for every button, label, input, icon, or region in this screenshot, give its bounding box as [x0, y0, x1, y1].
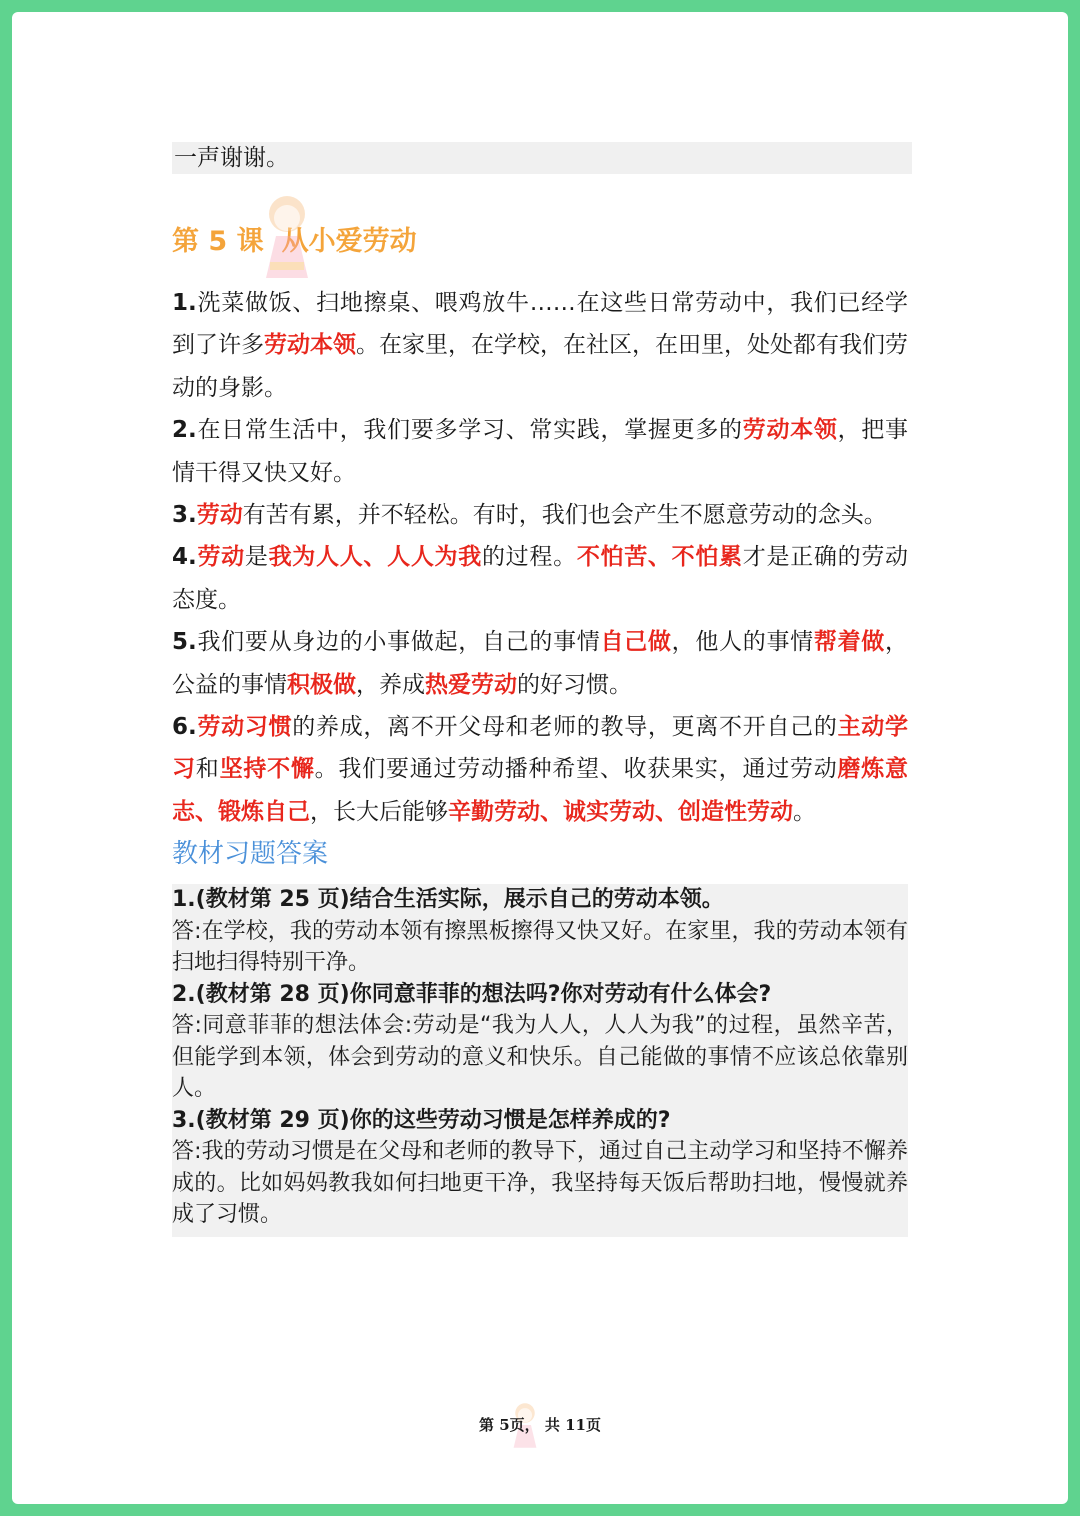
- highlight-text: 热爱劳动: [425, 671, 517, 698]
- point-number: 1.: [172, 290, 197, 316]
- highlight-text: 不怕苦、不怕累: [576, 544, 743, 571]
- question: 1.(教材第 25 页)结合生活实际，展示自己的劳动本领。: [172, 887, 724, 912]
- lesson-name: 从小爱劳动: [281, 226, 417, 257]
- highlight-text: 主动学习: [172, 714, 909, 783]
- highlight-text: 积极做: [287, 671, 356, 698]
- document-page: [12, 12, 1068, 1504]
- point-text: 有苦有累，并不轻松。有时，我们也会产生不愿意劳动的念头。: [242, 502, 887, 529]
- point-text: 才是正确的劳动态度。: [172, 544, 909, 613]
- textbook-answers: [172, 884, 908, 1237]
- highlight-text: 坚持不懈: [219, 756, 315, 783]
- point-number: 5.: [172, 629, 197, 656]
- answer: 答:我的劳动习惯是在父母和老师的教导下，通过自己主动学习和坚持不懈养成的。比如妈妈教我如何扫地更干净，我坚持每天饭后帮助扫地，慢慢就养成了习惯。: [172, 1139, 908, 1227]
- point-text: ，他人的事情: [671, 629, 814, 656]
- highlight-text: 磨炼意志、锻炼自己: [172, 756, 909, 825]
- point-text: 是: [244, 544, 269, 571]
- highlight-text: 我为人人、人人为我: [268, 544, 482, 571]
- page-number: 第 5页， 共 11页: [479, 1416, 601, 1434]
- point-text: 和: [195, 756, 220, 783]
- point-number: 6.: [172, 714, 197, 741]
- point-text: ，公益的事情: [172, 629, 909, 698]
- highlight-text: 劳动: [196, 544, 245, 571]
- point-text: ，把事情干得又快又好。: [172, 417, 909, 486]
- point-text: 在日常生活中，我们要多学习、常实践，掌握更多的: [196, 417, 743, 444]
- cartoon-girl-watermark-icon: [252, 192, 322, 280]
- point-number: 2.: [172, 417, 197, 444]
- key-points: [172, 282, 908, 833]
- highlight-text: 帮着做: [813, 629, 886, 656]
- highlight-text: 劳动: [196, 502, 243, 529]
- highlight-text: 劳动本领: [742, 417, 838, 444]
- answers-heading: 教材习题答案: [172, 839, 329, 869]
- highlight-text: 辛勤劳动、诚实劳动、创造性劳动: [448, 798, 793, 825]
- point-text: ，养成: [356, 671, 425, 698]
- lesson-number: 第 5 课: [172, 226, 264, 257]
- point-text: 的过程。: [481, 544, 577, 571]
- point-number: 4.: [172, 544, 197, 571]
- point-text: 我们要从身边的小事做起，自己的事情: [196, 629, 601, 656]
- highlight-text: 劳动习惯: [196, 714, 293, 741]
- key-point-2: [172, 409, 908, 494]
- previous-text-line: 一声谢谢。: [172, 142, 912, 174]
- answer: 答:在学校，我的劳动本领有擦黑板擦得又快又好。在家里，我的劳动本领有扫地扫得特别干净。: [172, 918, 908, 975]
- point-text: 的好习惯。: [517, 671, 632, 698]
- key-point-1: [172, 282, 908, 409]
- point-text: 洗菜做饭、扫地擦桌、喂鸡放牛……在这些日常劳动中，我们已经学到了许多: [172, 290, 908, 359]
- point-text: 。在家里，在学校，在社区，在田里，处处都有我们劳动的身影。: [172, 332, 908, 401]
- key-point-5: [172, 621, 908, 706]
- point-text: 的养成，离不开父母和老师的教导，更离不开自己的: [292, 714, 838, 741]
- question: 3.(教材第 29 页)你的这些劳动习惯是怎样养成的?: [172, 1107, 671, 1133]
- highlight-text: 自己做: [600, 629, 672, 656]
- point-number: 3.: [172, 502, 197, 529]
- point-text: 。我们要通过劳动播种希望、收获果实，通过劳动: [314, 756, 838, 783]
- key-point-6: [172, 706, 908, 833]
- highlight-text: 劳动本领: [264, 332, 356, 359]
- question: 2.(教材第 28 页)你同意菲菲的想法吗?你对劳动有什么体会?: [172, 981, 772, 1007]
- point-text: 。: [793, 798, 816, 825]
- key-point-4: [172, 536, 908, 621]
- key-point-3: [172, 494, 908, 536]
- point-text: ，长大后能够: [310, 798, 448, 825]
- answer: 答:同意菲菲的想法体会:劳动是“我为人人，人人为我”的过程，虽然辛苦，但能学到本领，体会到劳动的意义和快乐。自己能做的事情不应该总依靠别人。: [172, 1013, 908, 1101]
- lesson-title: [172, 220, 908, 264]
